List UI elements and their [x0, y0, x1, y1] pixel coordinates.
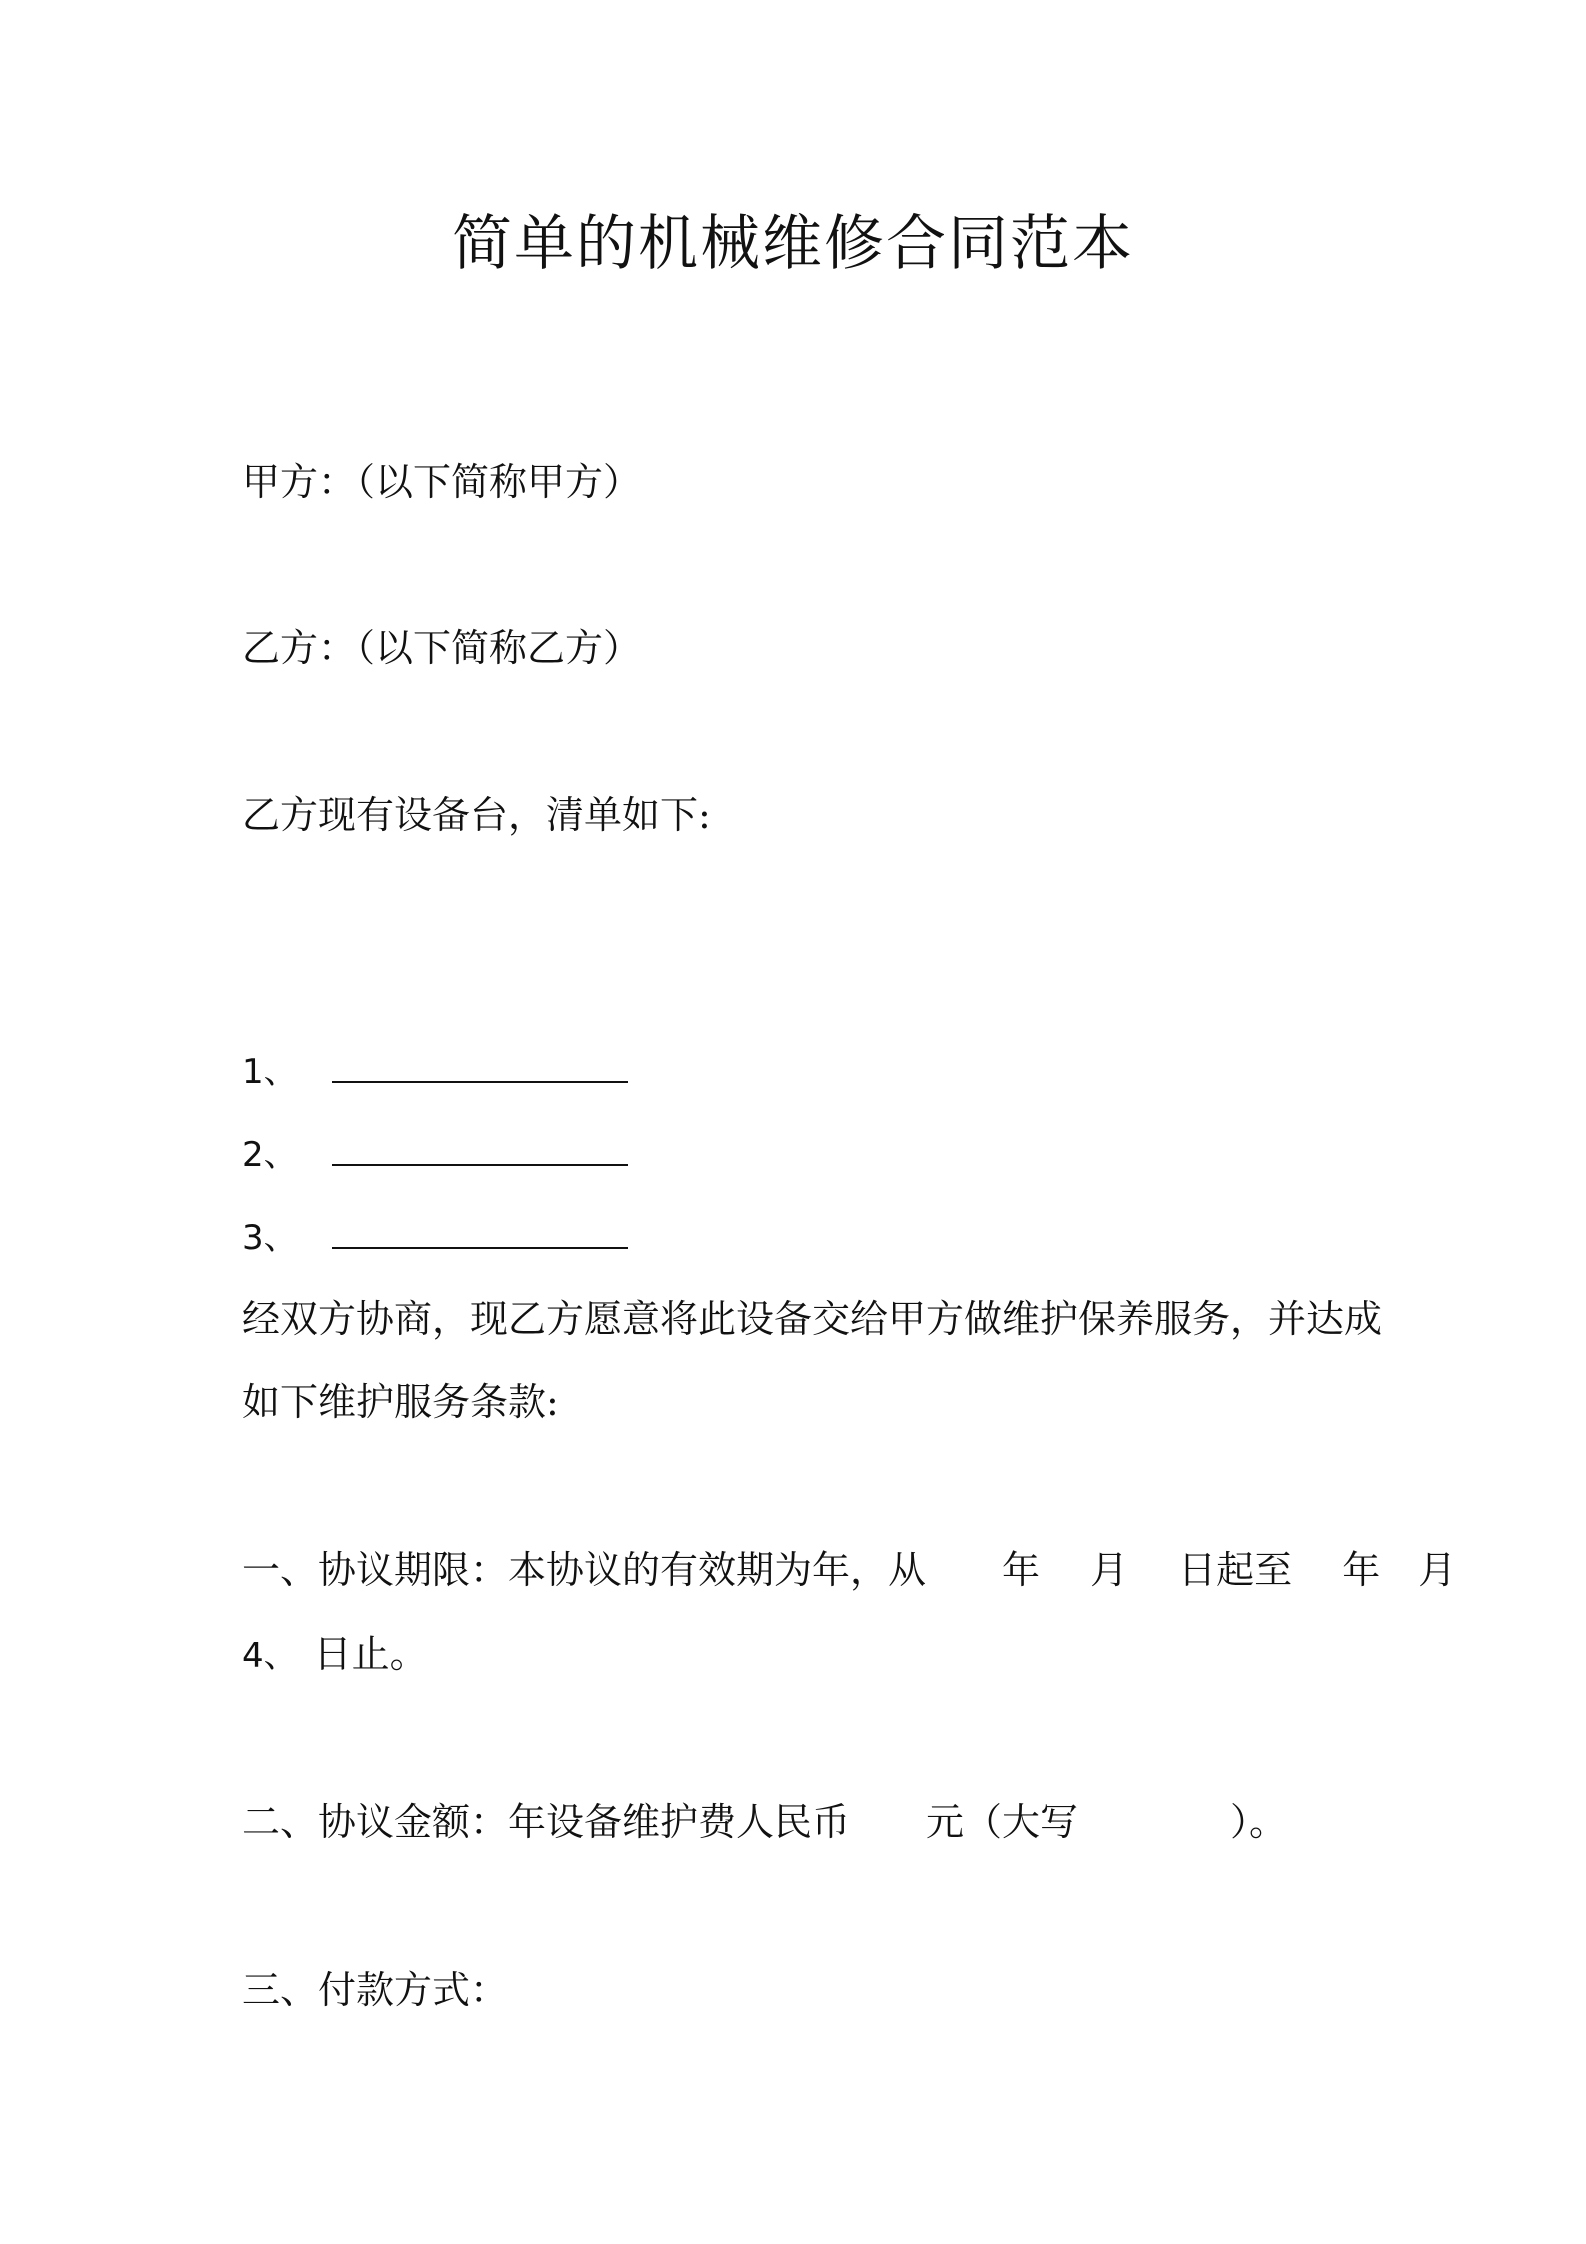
- list-item: [242, 1048, 628, 1094]
- fill-in-blank: [332, 1246, 628, 1249]
- section-1-term-line-1: 一、协议期限：本协议的有效期为年，从 年 月 日起至 年 月: [242, 1548, 1457, 1592]
- list-item-number: 3、: [242, 1218, 298, 1258]
- section-1-term-line-2: [242, 1632, 428, 1678]
- fill-in-blank: [332, 1163, 628, 1166]
- section-3-payment: 三、付款方式：: [242, 1968, 509, 2012]
- agreement-text-line-1: 经双方协商，现乙方愿意将此设备交给甲方做维护保养服务，并达成: [242, 1297, 1383, 1341]
- section-1-number: 4、: [242, 1636, 298, 1676]
- section-2-amount: 二、协议金额：年设备维护费人民币 元（大写 ）。: [242, 1800, 1288, 1844]
- list-item: [242, 1131, 628, 1177]
- agreement-text-line-2: 如下维护服务条款:: [242, 1380, 559, 1424]
- equipment-intro: 乙方现有设备台，清单如下:: [242, 793, 711, 837]
- document-title: 简单的机械维修合同范本: [452, 209, 1134, 279]
- fill-in-blank: [332, 1080, 628, 1083]
- party-a-line: 甲方：（以下简称甲方）: [242, 460, 642, 504]
- party-b-line: 乙方：（以下简称乙方）: [242, 626, 642, 670]
- list-item: [242, 1214, 628, 1260]
- list-item-number: 1、: [242, 1052, 298, 1092]
- section-1-end-text: 日止。: [313, 1632, 428, 1676]
- list-item-number: 2、: [242, 1135, 298, 1175]
